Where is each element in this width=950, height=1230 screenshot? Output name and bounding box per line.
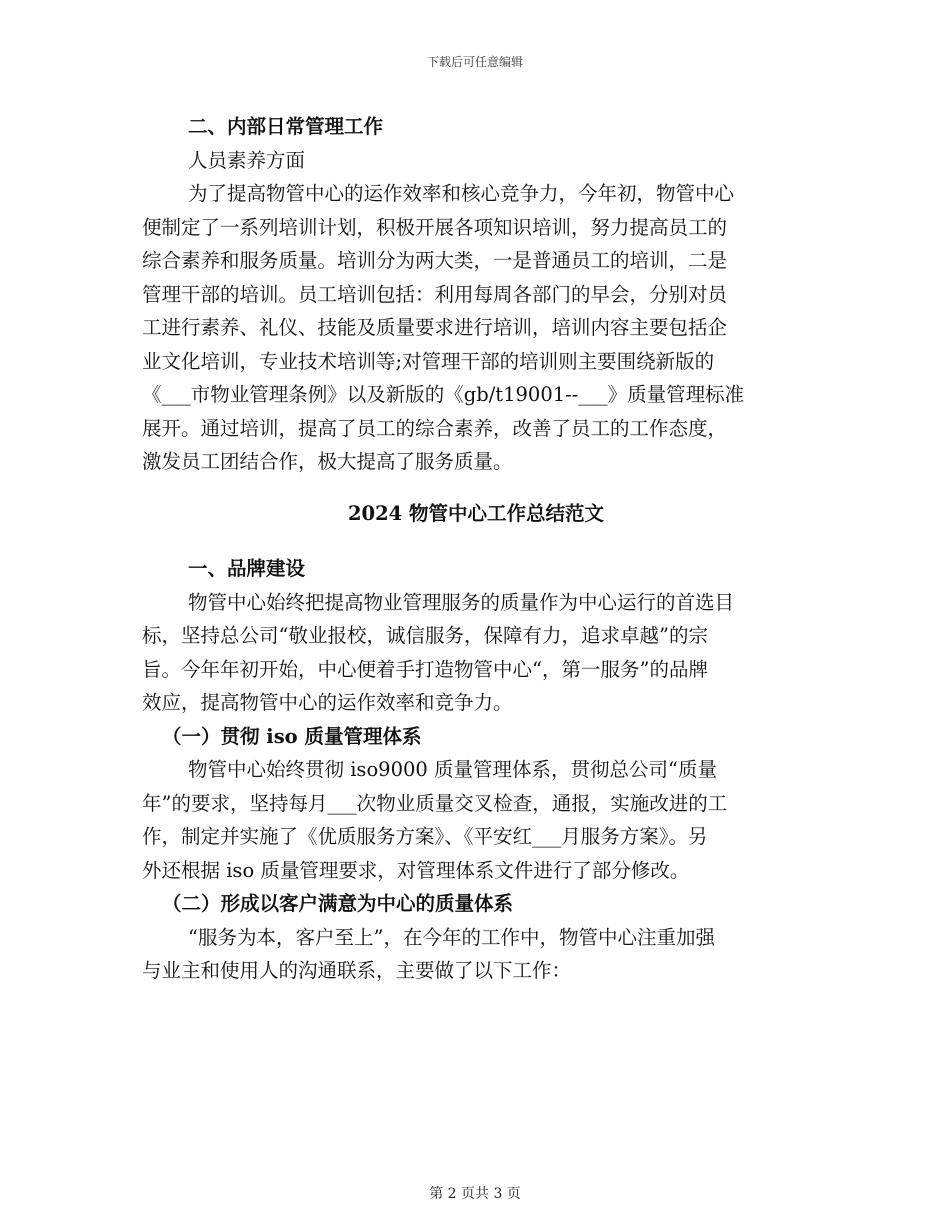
paragraph: [142, 177, 810, 479]
section-heading: 一、品牌建设: [188, 557, 306, 580]
paragraph-line: 物管中心始终把提高物业管理服务的质量作为中心运行的首选目: [188, 590, 735, 614]
paragraph-line: 业文化培训，专业技术培训等;对管理干部的培训则主要围绕新版的: [142, 349, 715, 373]
paragraph: [142, 586, 810, 720]
paragraph-line: 工进行素养、礼仪、技能及质量要求进行培训，培训内容主要包括企: [142, 316, 728, 339]
paragraph-line: 效应，提高物管中心的运作效率和竞争力。: [142, 691, 513, 714]
paragraph-line: 与业主和使用人的沟通联系，主要做了以下工作：: [142, 959, 572, 982]
paragraph-line: 便制定了一系列培训计划，积极开展各项知识培训，努力提高员工的: [142, 215, 728, 239]
paragraph-line: 综合素养和服务质量。培训分为两大类，一是普通员工的培训，二是: [142, 249, 728, 272]
paragraph-line: 为了提高物管中心的运作效率和核心竞争力，今年初，物管中心: [188, 182, 735, 205]
paragraph-line: 展开。通过培训，提高了员工的综合素养，改善了员工的工作态度，: [142, 416, 728, 440]
subsection-heading: （二）形成以客户满意为中心的质量体系: [162, 892, 514, 915]
page-header: 下载后可任意编辑: [426, 55, 523, 69]
paragraph-line: 激发员工团结合作，极大提高了服务质量。: [142, 450, 513, 473]
paragraph-line: 作，制定并实施了《优质服务方案》、《平安红___月服务方案》。另: [142, 825, 708, 848]
page-footer: 第 2 页共 3 页: [429, 1186, 521, 1202]
paragraph: [142, 921, 810, 988]
document-title: 2024 物管中心工作总结范文: [347, 501, 605, 525]
paragraph: [142, 753, 810, 887]
paragraph-line: 外还根据 iso 质量管理要求，对管理体系文件进行了部分修改。: [142, 858, 690, 882]
subheading: 人员素养方面: [188, 148, 306, 172]
paragraph-line: 物管中心始终贯彻 iso9000 质量管理体系，贯彻总公司“质量: [188, 758, 717, 781]
paragraph-line: 旨。今年年初开始，中心便着手打造物管中心“，第一服务”的品牌: [142, 657, 708, 681]
paragraph-line: 管理干部的培训。员工培训包括：利用每周各部门的早会，分别对员: [142, 282, 728, 306]
paragraph-line: 年”的要求，坚持每月___次物业质量交叉检查，通报，实施改进的工: [142, 791, 728, 815]
paragraph-line: 《___市物业管理条例》以及新版的《gb/t19001--___》质量管理标准: [142, 383, 745, 406]
subsection-heading: （一）贯彻 iso 质量管理体系: [162, 724, 422, 748]
paragraph-line: 标，坚持总公司“敬业报校，诚信服务，保障有力，追求卓越”的宗: [142, 624, 708, 647]
paragraph-line: “服务为本，客户至上”，在今年的工作中，物管中心注重加强: [188, 925, 715, 949]
document-body: [142, 110, 810, 988]
section-heading: 二、内部日常管理工作: [188, 115, 384, 138]
